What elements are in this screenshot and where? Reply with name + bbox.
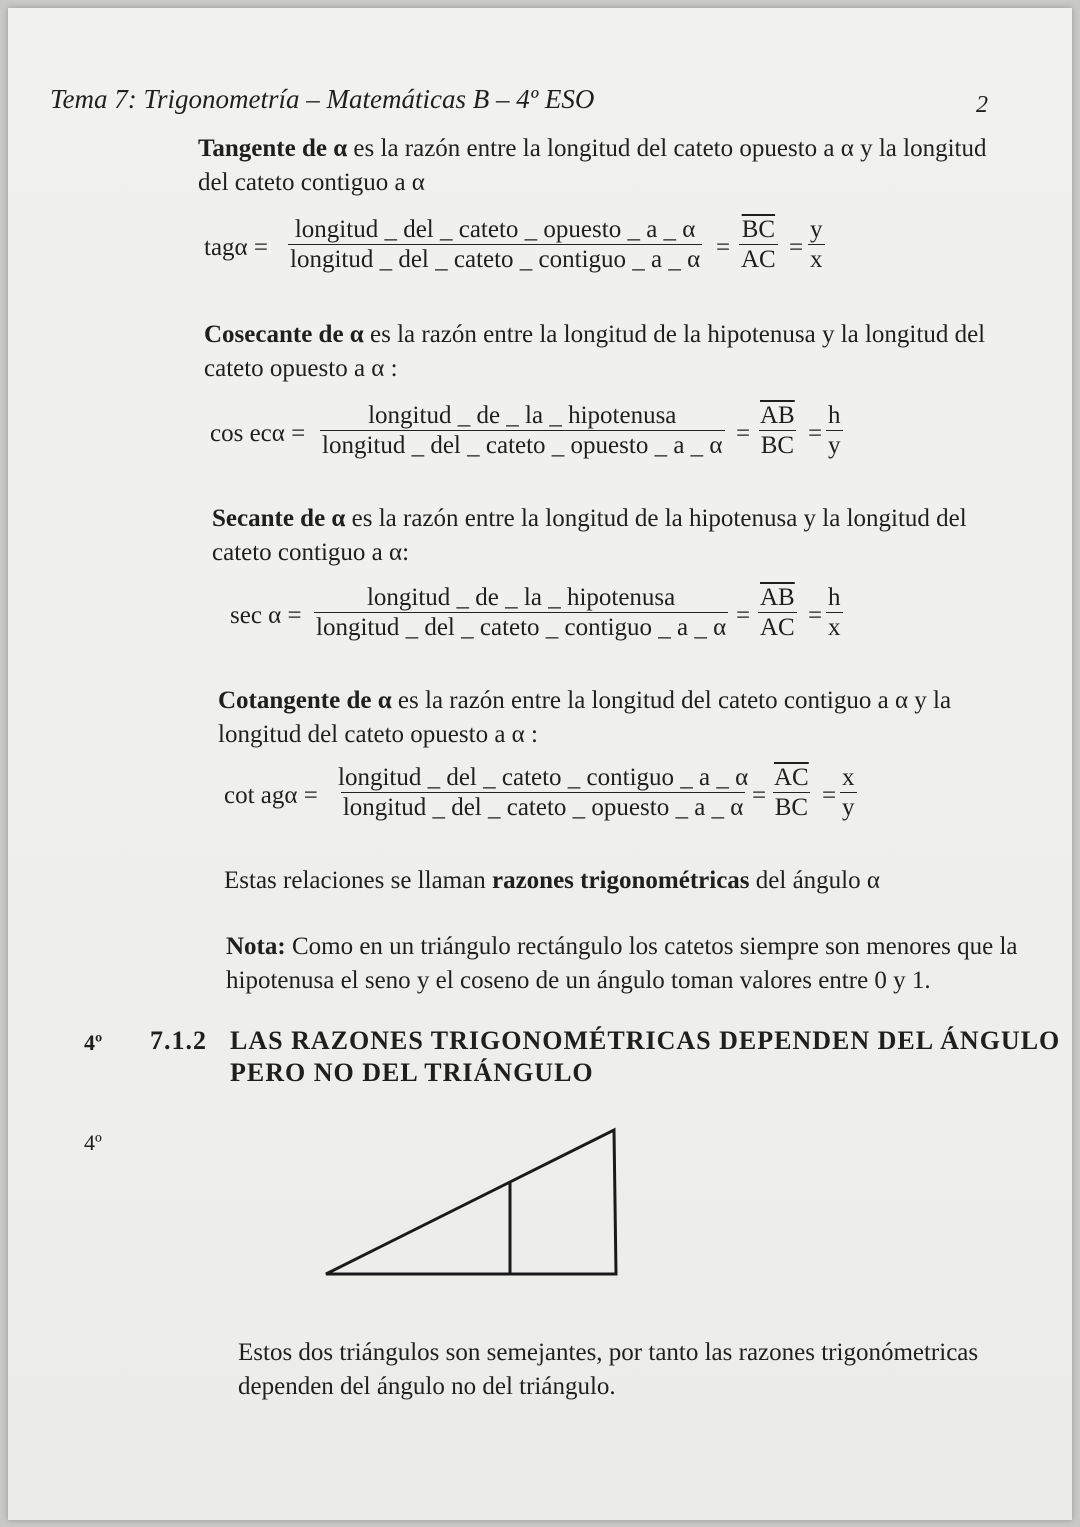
cosecant-segment-fraction xyxy=(758,402,797,461)
cosecant-denominator: longitud _ del _ cateto _ opuesto _ a _ α xyxy=(322,432,723,459)
secant-var-fraction xyxy=(826,584,843,643)
secant-seg-num: $\overline{AB}$ xyxy=(760,584,795,611)
secant-definition xyxy=(212,502,1072,570)
cosecant-var-num: h xyxy=(828,402,841,429)
cosecant-seg-num: $\overline{AB}$ xyxy=(760,402,795,429)
secant-var-den: x xyxy=(828,614,841,641)
tangent-var-fraction xyxy=(808,216,825,275)
secant-text-1: es la razón entre la longitud de la hipotenusa y la longitud del xyxy=(345,505,967,532)
page-number: 2 xyxy=(976,92,988,118)
cotangent-definition xyxy=(218,684,1068,752)
cosecant-seg-den: BC xyxy=(760,432,795,459)
relations-sentence: Estas relaciones se llaman razones trigonométricas del ángulo α xyxy=(224,867,880,894)
cosecant-word-fraction xyxy=(320,402,725,461)
cotangent-word-fraction xyxy=(336,764,750,823)
cosecant-definition xyxy=(204,318,1064,386)
section-title-line-1: LAS RAZONES TRIGONOMÉTRICAS DEPENDEN DEL ÁNGULO xyxy=(230,1026,1061,1055)
similar-triangles-figure xyxy=(308,1118,648,1308)
conclusion-paragraph: Estos dos triángulos son semejantes, por tanto las razones trigonómetricas dependen del ángulo no del triángulo. xyxy=(238,1339,979,1400)
tangent-definition xyxy=(198,132,1058,200)
cotangent-label: cot agα = xyxy=(224,782,318,809)
tangent-var-den: x xyxy=(810,246,823,273)
cosecant-var-den: y xyxy=(828,432,841,459)
note-label: Nota: xyxy=(226,933,286,960)
cotangent-term: Cotangente de α xyxy=(218,687,392,714)
secant-label: sec α = xyxy=(230,602,302,629)
secant-denominator: longitud _ del _ cateto _ contiguo _ a _ α xyxy=(316,614,727,641)
cosecant-term: Cosecante de α xyxy=(204,321,364,348)
section-number: 7.1.2 xyxy=(150,1026,207,1055)
cotangent-text-2: longitud del cateto opuesto a α : xyxy=(218,721,538,748)
tangent-denominator: longitud _ del _ cateto _ contiguo _ a _ α xyxy=(290,246,701,273)
note-paragraph: Nota: Como en un triángulo rectángulo los catetos siempre son menores que la hipotenusa el seno y el coseno de un ángulo toman valores entre 0 y 1. xyxy=(226,933,1018,994)
large-triangle xyxy=(326,1130,616,1274)
cosecant-label: cos ecα = xyxy=(210,420,306,447)
tangent-text-2: del cateto contiguo a α xyxy=(198,169,425,196)
tangent-seg-num: $\overline{BC}$ xyxy=(741,216,776,243)
tangent-numerator: longitud _ del _ cateto _ opuesto _ a _ α xyxy=(294,216,696,243)
document-page: Tema 7: Trigonometría – Matemáticas B – 4º ESO 2 Tangente de α es la razón entre la longitud del cateto opuesto a α y la longitud del cateto contiguo a α tagα = longitud _ del _ cateto _ opuesto _ a _ α longitud _ del _ cateto _ contiguo _ a _ α = $\frac{\overline{BC}}{AC}$ = $\frac{y}{x}$ Cosecante de α es la razón entre la longitud de la hipotenusa y la longitud del cateto opuesto a α : cos ecα = longitud _ de _ la _ hipotenusa longitud _ del _ cateto _ opuesto _ a _ α = $\frac{\overline{AB}}{BC}$ = $\frac{h}{y}$ Secante de α es la razón entre la longitud de la hipotenusa y la longitud del cateto contiguo a α: sec α = longitud _ de _ la _ hipotenusa longitud _ del _ cateto _ contiguo _ a _ α = $\frac{\overline{AB}}{AC}$ = $\frac{h}{x}$ Cotangente de α es la razón entre la longitud del cateto contiguo a α y la longitud del cateto opuesto a α : cot agα = longitud _ del _ cateto _ contiguo _ a _ α longitud _ del _ cateto _ opuesto _ a _ α = $\frac{\overline{AC}}{BC}$ = $\frac{x}{y}$ Estas relaciones se llaman razones trigonométricas del ángulo α Nota: Como en un triángulo rectángulo los catetos siempre son menores que la hipotenusa el seno y el coseno de un ángulo toman valores entre 0 y 1. 4º 7.1.2 LAS RAZONES TRIGONOMÉTRICAS DEPENDEN DEL ÁNGULO PERO NO DEL TRIÁNGULO 4º Estos dos triángulos son semejantes, por tanto las razones trigonómetricas dependen del ángulo no del triángulo. xyxy=(8,8,1072,1520)
tangent-seg-den: AC xyxy=(741,246,776,273)
secant-var-num: h xyxy=(828,584,841,611)
tangent-label: tagα = xyxy=(204,234,268,261)
tangent-segment-fraction xyxy=(739,216,778,275)
tangent-term: Tangente de α xyxy=(198,135,348,162)
cosecant-text-2: cateto opuesto a α : xyxy=(204,355,398,382)
tangent-var-num: y xyxy=(810,216,823,243)
cotangent-segment-fraction xyxy=(772,764,811,823)
tangent-text-1: es la razón entre la longitud del cateto opuesto a α y la longitud xyxy=(347,135,987,162)
cosecant-numerator: longitud _ de _ la _ hipotenusa xyxy=(368,402,677,429)
figure-margin-mark: 4º xyxy=(84,1130,102,1155)
cotangent-var-den: y xyxy=(842,794,855,821)
cotangent-seg-den: BC xyxy=(774,794,809,821)
secant-seg-den: AC xyxy=(760,614,795,641)
cotangent-denominator: longitud _ del _ cateto _ opuesto _ a _ α xyxy=(342,794,744,821)
secant-text-2: cateto contiguo a α: xyxy=(212,539,410,566)
secant-word-fraction xyxy=(314,584,728,643)
tangent-word-fraction xyxy=(288,216,702,275)
secant-segment-fraction xyxy=(758,584,797,643)
cotangent-seg-num: $\overline{AC}$ xyxy=(774,764,809,791)
cosecant-var-fraction xyxy=(826,402,843,461)
cotangent-text-1: es la razón entre la longitud del cateto contiguo a α y la xyxy=(391,687,952,714)
header-title: Tema 7: Trigonometría – Matemáticas B – 4º ESO xyxy=(50,84,595,114)
cotangent-var-fraction xyxy=(840,764,857,823)
cotangent-numerator: longitud _ del _ cateto _ contiguo _ a _ α xyxy=(338,764,749,791)
secant-term: Secante de α xyxy=(212,505,346,532)
cotangent-var-num: x xyxy=(842,764,855,791)
secant-numerator: longitud _ de _ la _ hipotenusa xyxy=(366,584,676,611)
section-margin-mark: 4º xyxy=(84,1030,103,1055)
cosecant-text-1: es la razón entre la longitud de la hipotenusa y la longitud del xyxy=(363,321,986,348)
section-title-line-2: PERO NO DEL TRIÁNGULO xyxy=(230,1058,594,1087)
relations-bold: razones trigonométricas xyxy=(491,867,750,894)
